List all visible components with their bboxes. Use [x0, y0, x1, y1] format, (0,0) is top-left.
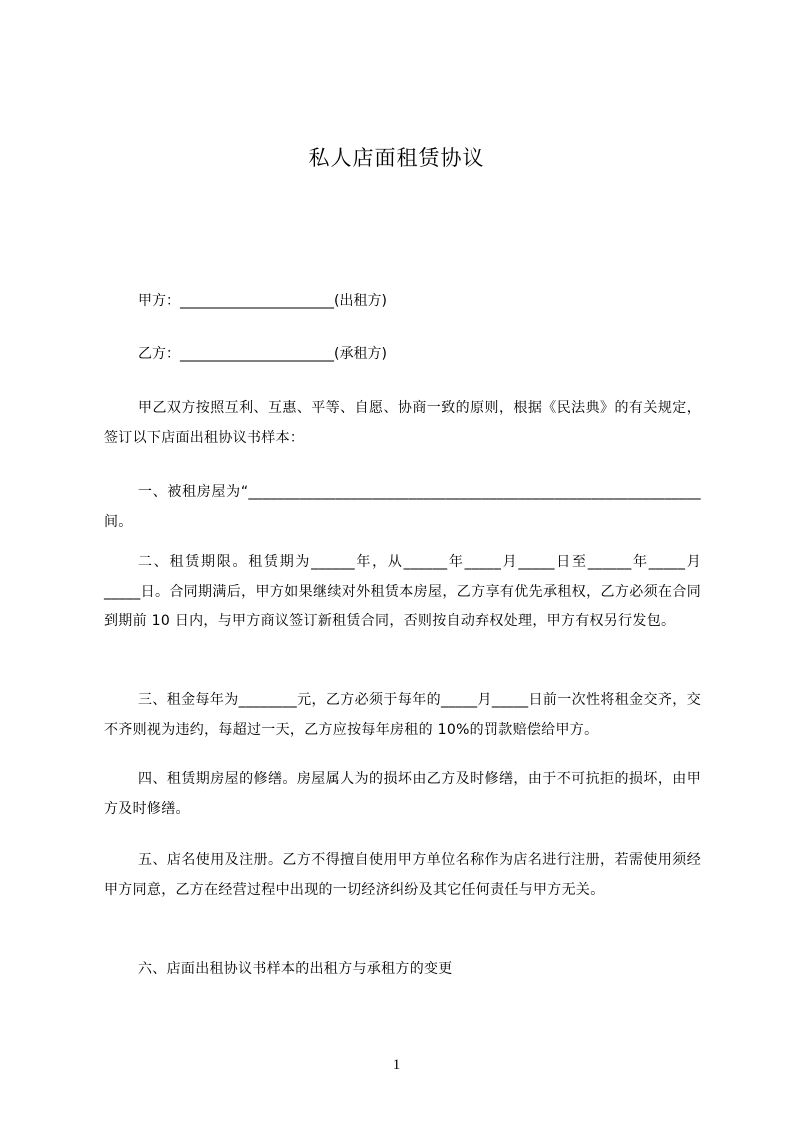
clause-2-text: 二、租赁期限。租赁期为______年，从______年_____月_____日至______年_____月_____日。合同期满后，甲方如果继续对外租赁本房屋，乙方享有优先承租权，乙方必须在合同到期前 10 日内，与甲方商议签订新租赁合同，否则按自动弃权处理，甲方有权另行发包。: [104, 554, 701, 629]
clause-3-paragraph: [104, 686, 701, 745]
clause-6-text: 六、店面出租协议书样本的出租方与承租方的变更: [138, 961, 453, 977]
party-a-line: 甲方：______________________(出租方): [138, 293, 387, 309]
document-title: 私人店面租赁协议: [308, 146, 485, 170]
party-b-line: 乙方：______________________(承租方): [138, 346, 387, 362]
clause-2-paragraph: [104, 548, 701, 637]
clause-4-paragraph: [104, 765, 701, 824]
clause-4-text: 四、租赁期房屋的修缮。房屋属人为的损坏由乙方及时修缮，由于不可抗拒的损坏，由甲方及时修缮。: [104, 771, 701, 817]
page-number: 1: [392, 1057, 401, 1073]
clause-1-paragraph: [104, 478, 701, 537]
clause-5-paragraph: [104, 846, 701, 905]
clause-5-text: 五、店名使用及注册。乙方不得擅自使用甲方单位名称作为店名进行注册，若需使用须经甲方同意，乙方在经营过程中出现的一切经济纠纷及其它任何责任与甲方无关。: [104, 852, 701, 898]
clause-3-text: 三、租金每年为________元，乙方必须于每年的_____月_____日前一次性将租金交齐，交不齐则视为违约，每超过一天，乙方应按每年房租的 10%的罚款赔偿给甲方。: [104, 692, 701, 738]
clause-1-text: 一、被租房屋为“______________________________________________________________间。: [104, 484, 701, 530]
intro-paragraph: [104, 394, 701, 453]
clause-6-paragraph: [104, 955, 701, 985]
intro-text: 甲乙双方按照互利、互惠、平等、自愿、协商一致的原则，根据《民法典》的有关规定，签订以下店面出租协议书样本：: [104, 400, 701, 446]
